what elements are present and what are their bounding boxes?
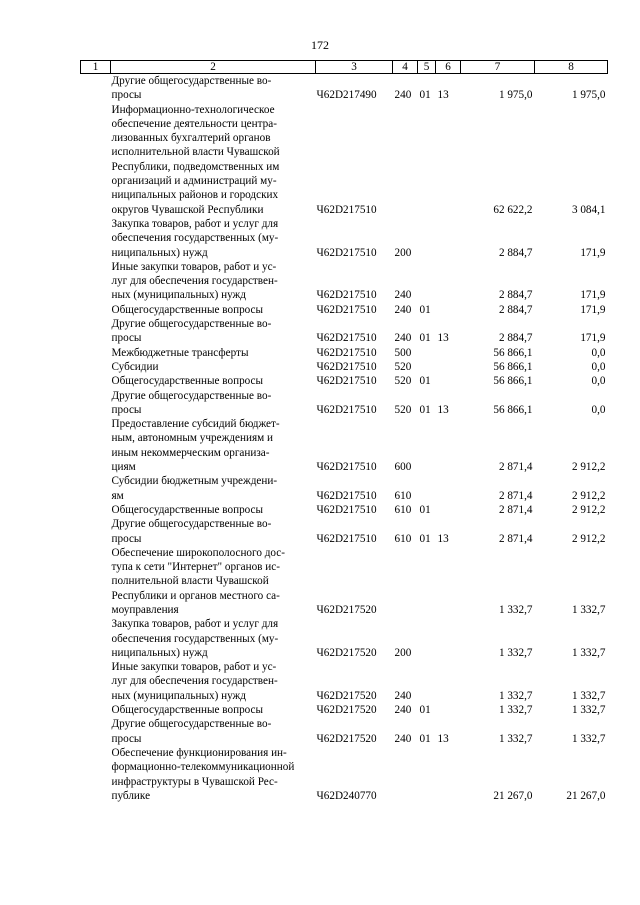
row-c6 (436, 703, 461, 717)
row-code: Ч62D217520 (316, 704, 377, 717)
row-number-cell (81, 317, 111, 346)
row-c6 (436, 417, 461, 474)
row-c5: 01 (419, 89, 431, 102)
row-code: Ч62D217520 (316, 646, 377, 659)
row-name: Общегосударственные вопросы (111, 303, 264, 316)
row-number-cell (81, 617, 111, 660)
column-header: 4 (393, 61, 418, 74)
table-row (81, 374, 608, 388)
row-amount-8: 171,9 (580, 303, 606, 316)
table-row (81, 746, 608, 803)
row-number-cell (81, 717, 111, 746)
row-c4: 610 (394, 489, 412, 502)
row-c4 (393, 546, 418, 617)
table-row (81, 260, 608, 303)
row-c4: 240 (394, 704, 412, 717)
table-row (81, 389, 608, 418)
row-c4: 240 (394, 89, 412, 102)
row-c6 (436, 303, 461, 317)
row-number-cell (81, 417, 111, 474)
row-amount-8: 1 332,7 (571, 603, 606, 616)
row-amount-8: 2 912,2 (571, 503, 606, 516)
row-c5 (418, 103, 436, 217)
row-name: Иные закупки товаров, работ и ус- луг для обеспечения государствен- ных (муниципальных) нужд (111, 260, 278, 302)
row-name: Предоставление субсидий бюджет- ным, автономным учреждениям и иным некоммерческим организа- циям (111, 418, 280, 474)
row-amount-8: 21 267,0 (566, 789, 606, 802)
row-name: Закупка товаров, работ и услуг для обеспечения государственных (му- ниципальных) нужд (111, 217, 279, 259)
row-amount-7: 56 866,1 (493, 375, 533, 388)
row-name: Обеспечение широкополосного дос- тупа к сети "Интернет" органов ис- полнительной власти Чувашской Республики и органов местного са- моуправления (111, 546, 285, 616)
row-amount-8: 1 332,7 (571, 704, 606, 717)
row-amount-8: 0,0 (591, 403, 606, 416)
row-c5 (418, 260, 436, 303)
row-c5: 01 (419, 704, 431, 717)
row-amount-8: 0,0 (591, 346, 606, 359)
row-c4: 200 (394, 246, 412, 259)
row-code: Ч62D217510 (316, 403, 377, 416)
row-amount-7: 2 871,4 (498, 532, 533, 545)
row-c6: 13 (437, 89, 449, 102)
budget-table (80, 60, 608, 803)
column-header: 1 (81, 61, 111, 74)
row-code: Ч62D217510 (316, 532, 377, 545)
row-amount-7: 2 871,4 (498, 489, 533, 502)
row-code: Ч62D217510 (316, 360, 377, 373)
row-c6 (436, 503, 461, 517)
row-name: Информационно-технологическое обеспечение деятельности центра- лизованных бухгалтерий органов исполнительной власти Чувашской Республики, подведомственных им организаций и администраций му- ниципальных районов и городских округов Чувашской Республики (111, 103, 280, 216)
row-amount-7: 1 332,7 (498, 732, 533, 745)
row-c6 (436, 360, 461, 374)
row-code: Ч62D217510 (316, 461, 377, 474)
row-code: Ч62D217510 (316, 303, 377, 316)
row-number-cell (81, 389, 111, 418)
table-row (81, 303, 608, 317)
row-code: Ч62D217520 (316, 732, 377, 745)
row-name: Другие общегосударственные во- просы (111, 318, 272, 345)
row-amount-7: 2 884,7 (498, 246, 533, 259)
row-amount-7: 2 884,7 (498, 289, 533, 302)
row-c5 (418, 474, 436, 503)
row-name: Другие общегосударственные во- просы (111, 75, 272, 102)
row-code: Ч62D217520 (316, 689, 377, 702)
row-name: Общегосударственные вопросы (111, 503, 264, 516)
row-number-cell (81, 503, 111, 517)
row-c4: 520 (394, 403, 412, 416)
page-number: 172 (311, 38, 329, 52)
row-number-cell (81, 546, 111, 617)
table-row (81, 517, 608, 546)
row-code: Ч62D240770 (316, 789, 377, 802)
table-row (81, 360, 608, 374)
table-row (81, 317, 608, 346)
row-c5: 01 (419, 332, 431, 345)
row-code: Ч62D217510 (316, 246, 377, 259)
table-row (81, 103, 608, 217)
row-amount-7: 56 866,1 (493, 346, 533, 359)
row-amount-8: 1 332,7 (571, 689, 606, 702)
row-number-cell (81, 703, 111, 717)
column-header: 8 (535, 61, 608, 74)
row-number-cell (81, 74, 111, 103)
row-amount-8: 2 912,2 (571, 461, 606, 474)
row-amount-7: 1 332,7 (498, 603, 533, 616)
row-c5: 01 (419, 303, 431, 316)
row-amount-8: 1 332,7 (571, 646, 606, 659)
table-row (81, 474, 608, 503)
row-c5 (418, 217, 436, 260)
row-number-cell (81, 474, 111, 503)
row-c6: 13 (437, 732, 449, 745)
table-row (81, 617, 608, 660)
row-number-cell (81, 517, 111, 546)
table-row (81, 417, 608, 474)
row-c5: 01 (419, 375, 431, 388)
header-row (81, 61, 608, 74)
row-name: Обеспечение функционирования ин- формационно-телекоммуникационной инфраструктуры в Чувашской Рес- публике (111, 746, 295, 802)
table-row (81, 217, 608, 260)
row-code: Ч62D217510 (316, 346, 377, 359)
row-c6 (436, 103, 461, 217)
row-c5 (418, 660, 436, 703)
row-c6 (436, 217, 461, 260)
row-amount-7: 2 871,4 (498, 461, 533, 474)
row-code: Ч62D217510 (316, 332, 377, 345)
row-c5 (418, 346, 436, 360)
row-c6 (436, 617, 461, 660)
row-code: Ч62D217490 (316, 89, 377, 102)
row-c4: 520 (394, 360, 412, 373)
row-c4 (393, 746, 418, 803)
row-amount-8: 0,0 (591, 375, 606, 388)
row-name: Общегосударственные вопросы (111, 704, 264, 717)
row-amount-7: 1 975,0 (498, 89, 533, 102)
row-c6 (436, 346, 461, 360)
row-c6 (436, 746, 461, 803)
row-c6 (436, 374, 461, 388)
row-number-cell (81, 103, 111, 217)
table-row (81, 703, 608, 717)
row-code: Ч62D217520 (316, 603, 377, 616)
row-code: Ч62D217510 (316, 489, 377, 502)
row-amount-8: 2 912,2 (571, 489, 606, 502)
row-amount-8: 2 912,2 (571, 532, 606, 545)
row-c5 (418, 746, 436, 803)
row-amount-7: 2 884,7 (498, 303, 533, 316)
row-amount-8: 1 975,0 (571, 89, 606, 102)
column-header: 2 (111, 61, 316, 74)
row-name: Субсидии бюджетным учреждени- ям (111, 475, 278, 502)
row-code: Ч62D217510 (316, 289, 377, 302)
row-amount-8: 171,9 (580, 289, 606, 302)
row-amount-8: 171,9 (580, 332, 606, 345)
row-c5 (418, 360, 436, 374)
row-number-cell (81, 346, 111, 360)
row-amount-7: 2 884,7 (498, 332, 533, 345)
table-body (81, 74, 608, 804)
row-number-cell (81, 374, 111, 388)
row-c6 (436, 474, 461, 503)
row-amount-8: 171,9 (580, 246, 606, 259)
table-row (81, 503, 608, 517)
row-c4: 600 (394, 461, 412, 474)
row-c4: 520 (394, 375, 412, 388)
table-row (81, 660, 608, 703)
row-c5 (418, 417, 436, 474)
row-number-cell (81, 260, 111, 303)
row-c5: 01 (419, 732, 431, 745)
row-amount-7: 1 332,7 (498, 646, 533, 659)
row-c4: 610 (394, 503, 412, 516)
row-amount-8: 3 084,1 (571, 203, 606, 216)
row-amount-7: 56 866,1 (493, 403, 533, 416)
row-code: Ч62D217510 (316, 375, 377, 388)
row-c5 (418, 617, 436, 660)
column-header: 3 (316, 61, 393, 74)
row-c5: 01 (419, 403, 431, 416)
row-name: Субсидии (111, 360, 159, 373)
row-c4: 240 (394, 289, 412, 302)
column-header: 6 (436, 61, 461, 74)
row-c4: 500 (394, 346, 412, 359)
row-c5: 01 (419, 503, 431, 516)
row-c4: 610 (394, 532, 412, 545)
row-amount-8: 0,0 (591, 360, 606, 373)
column-header: 5 (418, 61, 436, 74)
row-number-cell (81, 746, 111, 803)
row-name: Другие общегосударственные во- просы (111, 518, 272, 545)
row-name: Закупка товаров, работ и услуг для обеспечения государственных (му- ниципальных) нужд (111, 618, 279, 659)
row-c4: 240 (394, 732, 412, 745)
row-c4: 240 (394, 332, 412, 345)
row-amount-8: 1 332,7 (571, 732, 606, 745)
row-c6: 13 (437, 332, 449, 345)
table-row (81, 346, 608, 360)
row-name: Другие общегосударственные во- просы (111, 389, 272, 416)
table-row (81, 74, 608, 103)
row-c4: 200 (394, 646, 412, 659)
row-amount-7: 1 332,7 (498, 704, 533, 717)
row-name: Межбюджетные трансферты (111, 346, 249, 359)
row-c4: 240 (394, 303, 412, 316)
row-amount-7: 2 871,4 (498, 503, 533, 516)
row-number-cell (81, 217, 111, 260)
row-name: Иные закупки товаров, работ и ус- луг для обеспечения государствен- ных (муниципальных) нужд (111, 661, 278, 702)
row-c5 (418, 546, 436, 617)
row-c6 (436, 546, 461, 617)
column-header: 7 (461, 61, 535, 74)
table-row (81, 546, 608, 617)
row-number-cell (81, 660, 111, 703)
row-c6 (436, 260, 461, 303)
row-number-cell (81, 360, 111, 374)
table-row (81, 717, 608, 746)
row-number-cell (81, 303, 111, 317)
row-code: Ч62D217510 (316, 203, 377, 216)
row-c6 (436, 660, 461, 703)
row-c6: 13 (437, 403, 449, 416)
row-name: Другие общегосударственные во- просы (111, 718, 272, 745)
row-c6: 13 (437, 532, 449, 545)
row-code: Ч62D217510 (316, 503, 377, 516)
row-c4 (393, 103, 418, 217)
row-amount-7: 62 622,2 (493, 203, 533, 216)
row-amount-7: 56 866,1 (493, 360, 533, 373)
row-name: Общегосударственные вопросы (111, 375, 264, 388)
row-c5: 01 (419, 532, 431, 545)
row-c4: 240 (394, 689, 412, 702)
row-amount-7: 1 332,7 (498, 689, 533, 702)
row-amount-7: 21 267,0 (493, 789, 533, 802)
